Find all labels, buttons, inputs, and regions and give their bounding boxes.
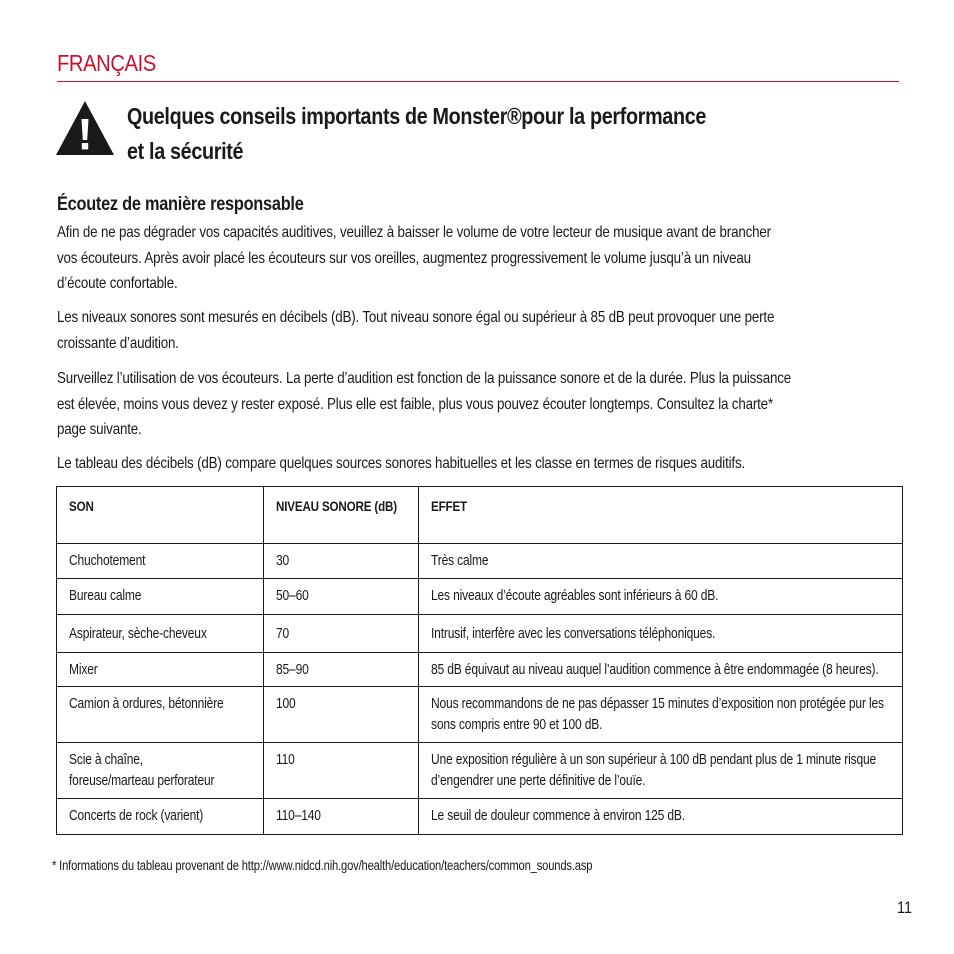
- column-header: NIVEAU SONORE (dB): [264, 487, 419, 544]
- table-cell: 50–60: [264, 579, 419, 615]
- paragraph-line: page suivante.: [57, 421, 142, 438]
- paragraph-line: est élevée, moins vous devez y rester exposé. Plus elle est faible, plus vous pouvez écouter longtemps. Consultez la charte*: [57, 395, 773, 413]
- paragraph: [57, 220, 771, 297]
- table-cell: Intrusif, interfère avec les conversations téléphoniques.: [419, 615, 903, 653]
- table-cell: 70: [264, 615, 419, 653]
- table-cell: Aspirateur, sèche-cheveux: [57, 615, 264, 653]
- table-cell: Une exposition régulière à un son supérieur à 100 dB pendant plus de 1 minute risque d’engendrer une perte définitive de l’ouïe.: [419, 743, 903, 799]
- table-cell: Bureau calme: [57, 579, 264, 615]
- table-cell: Mixer: [57, 653, 264, 687]
- paragraph-line: Le tableau des décibels (dB) compare quelques sources sonores habituelles et les classe en termes de risques auditifs.: [57, 455, 746, 472]
- title-line: et la sécurité: [127, 138, 244, 164]
- table-cell: 85 dB équivaut au niveau auquel l’audition commence à être endommagée (8 heures).: [419, 653, 903, 687]
- table-cell: 100: [264, 687, 419, 743]
- table-row: [57, 687, 903, 743]
- table-cell: 110–140: [264, 799, 419, 835]
- table-cell: 30: [264, 544, 419, 579]
- paragraph: [57, 366, 791, 443]
- table-cell: Camion à ordures, bétonnière: [57, 687, 264, 743]
- column-header: EFFET: [419, 487, 903, 544]
- table-header-row: [57, 487, 903, 544]
- table-cell: Concerts de rock (varient): [57, 799, 264, 835]
- table-cell: Très calme: [419, 544, 903, 579]
- table-row: [57, 653, 903, 687]
- paragraph-line: vos écouteurs. Après avoir placé les écouteurs sur vos oreilles, augmentez progressivement le volume jusqu’à un niveau: [57, 249, 751, 267]
- table-cell: Les niveaux d’écoute agréables sont inférieurs à 60 dB.: [419, 579, 903, 615]
- paragraph-line: croissante d’audition.: [57, 334, 179, 352]
- table-cell: Le seuil de douleur commence à environ 125 dB.: [419, 799, 903, 835]
- warning-triangle-icon: [55, 100, 115, 156]
- table-cell: 110: [264, 743, 419, 799]
- table-cell: Chuchotement: [57, 544, 264, 579]
- paragraph: [57, 305, 774, 356]
- footnote: * Informations du tableau provenant de http://www.nidcd.nih.gov/health/education/teachers/common_sounds.asp: [52, 858, 593, 873]
- title-line: Quelques conseils importants de Monster®pour la performance: [127, 103, 707, 129]
- section-divider: [57, 81, 899, 82]
- section-heading: Écoutez de manière responsable: [57, 194, 304, 215]
- section-label: FRANÇAIS: [57, 50, 156, 76]
- table-row: [57, 799, 903, 835]
- paragraph-line: Afin de ne pas dégrader vos capacités auditives, veuillez à baisser le volume de votre lecteur de musique avant de brancher: [57, 224, 771, 241]
- table-cell: Scie à chaîne, foreuse/marteau perforateur: [57, 743, 264, 799]
- paragraph-line: Les niveaux sonores sont mesurés en décibels (dB). Tout niveau sonore égal ou supérieur à 85 dB peut provoquer une perte: [57, 309, 775, 326]
- table-row: [57, 615, 903, 653]
- page-number: 11: [897, 898, 913, 917]
- table-row: [57, 743, 903, 799]
- paragraph-line: Surveillez l’utilisation de vos écouteurs. La perte d’audition est fonction de la puissance sonore et de la durée. Plus la puissance: [57, 370, 792, 387]
- column-header: SON: [57, 487, 264, 544]
- page-title: [127, 99, 832, 169]
- table-row: [57, 579, 903, 615]
- table-cell: Nous recommandons de ne pas dépasser 15 minutes d’exposition non protégée pur les sons compris entre 90 et 100 dB.: [419, 687, 903, 743]
- table-cell: 85–90: [264, 653, 419, 687]
- table-row: [57, 544, 903, 579]
- paragraph: [57, 451, 745, 477]
- decibel-table: [56, 486, 903, 835]
- paragraph-line: d’écoute confortable.: [57, 275, 178, 292]
